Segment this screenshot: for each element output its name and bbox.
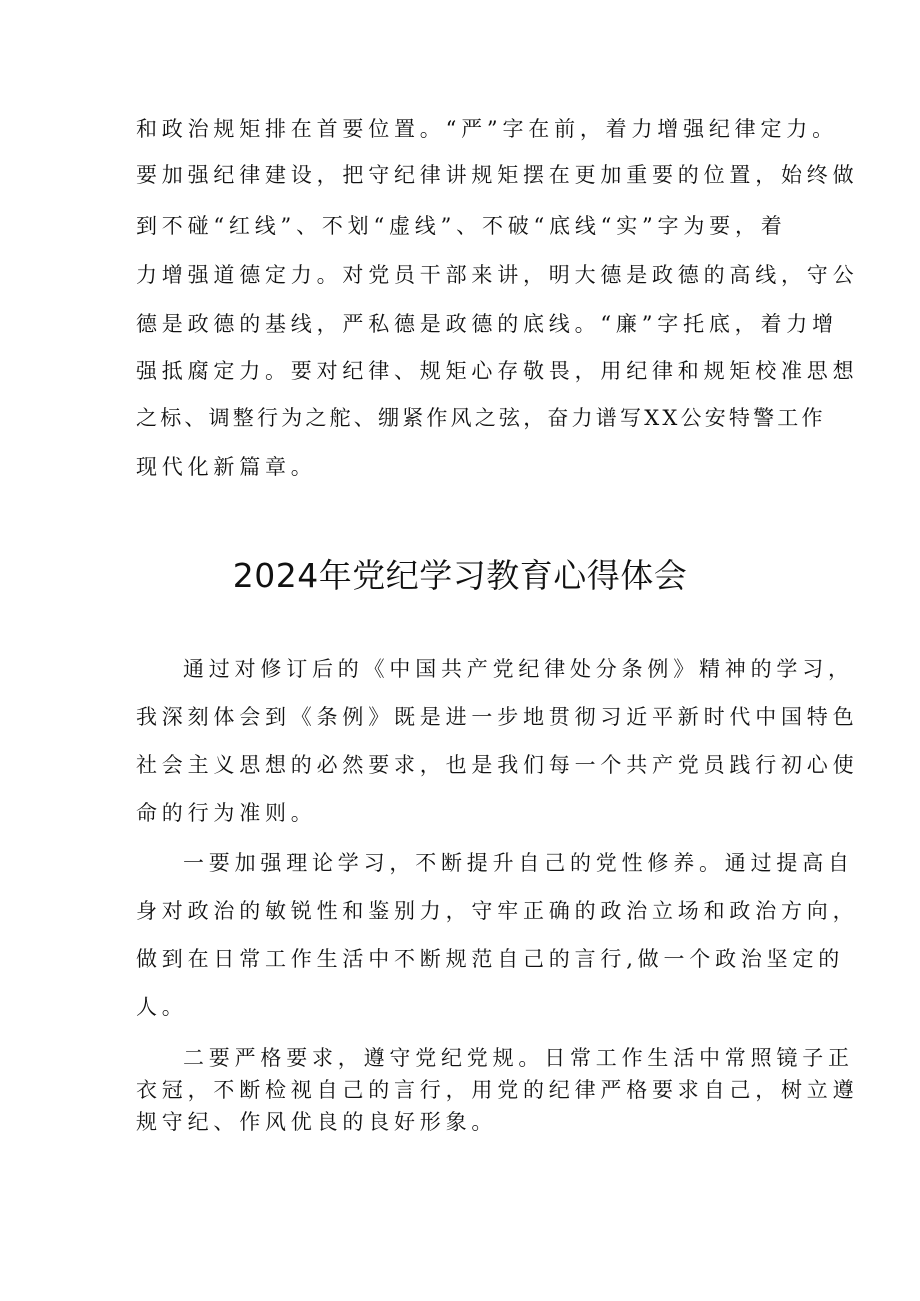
continuation-line-6: 强抵腐定力。要对纪律、规矩心存敬畏，用纪律和规矩校准思想 xyxy=(136,359,859,383)
paragraph1-line-2: 我深刻体会到《条例》既是进一步地贯彻习近平新时代中国特色 xyxy=(136,705,859,729)
paragraph2-line-3: 做到在日常工作生活中不断规范自己的言行,做一个政治坚定的 xyxy=(136,947,845,971)
continuation-line-4: 力增强道德定力。对党员干部来讲，明大德是政德的高线，守公 xyxy=(136,263,859,287)
paragraph1-line-4: 命的行为准则。 xyxy=(136,801,317,825)
continuation-line-2: 要加强纪律建设，把守纪律讲规矩摆在更加重要的位置，始终做 xyxy=(136,163,859,187)
paragraph3-line-2: 衣冠，不断检视自己的言行，用党的纪律严格要求自己，树立遵 xyxy=(136,1078,859,1102)
paragraph1-line-1: 通过对修订后的《中国共产党纪律处分条例》精神的学习， xyxy=(183,657,854,681)
paragraph2-line-4: 人。 xyxy=(136,995,188,1019)
continuation-line-1: 和政治规矩排在首要位置。“严”字在前，着力增强纪律定力。 xyxy=(136,117,838,141)
paragraph1-line-3: 社会主义思想的必然要求，也是我们每一个共产党员践行初心使 xyxy=(136,753,859,777)
continuation-line-7: 之标、调整行为之舵、绷紧作风之弦，奋力谱写XX公安特警工作 xyxy=(136,406,826,430)
continuation-line-5: 德是政德的基线，严私德是政德的底线。“廉”字托底，着力增 xyxy=(136,312,838,336)
continuation-line-8: 现代化新篇章。 xyxy=(136,455,317,479)
continuation-line-3: 到不碰“红线”、不划“虚线”、不破“底线“实”字为要，着 xyxy=(136,214,787,238)
paragraph2-line-1: 一要加强理论学习，不断提升自己的党性修养。通过提高自 xyxy=(183,851,854,875)
paragraph2-line-2: 身对政治的敏锐性和鉴别力，守牢正确的政治立场和政治方向， xyxy=(136,899,859,923)
paragraph3-line-1: 二要严格要求，遵守党纪党规。日常工作生活中常照镜子正 xyxy=(183,1046,854,1070)
paragraph3-line-3: 规守纪、作风优良的良好形象。 xyxy=(136,1110,498,1134)
document-title: 2024年党纪学习教育心得体会 xyxy=(232,556,688,595)
